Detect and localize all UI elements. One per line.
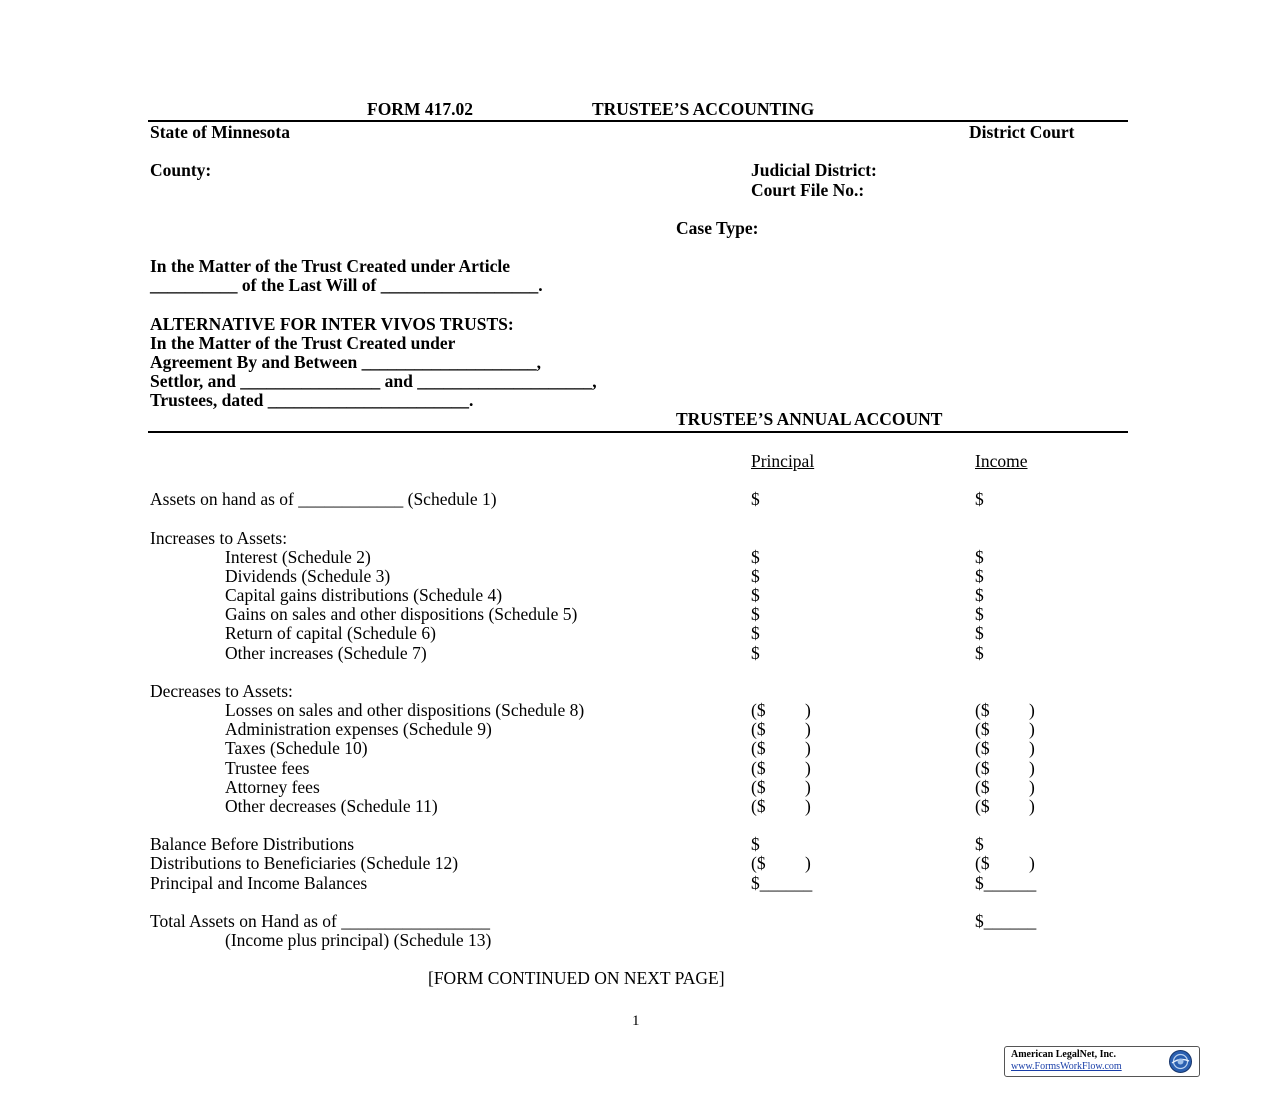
increase-item-label: Dividends (Schedule 3) — [225, 566, 391, 586]
decrease-item-income: ($ ) — [975, 719, 1035, 739]
increase-item-principal: $ — [751, 547, 760, 567]
increase-item-principal: $ — [751, 643, 760, 663]
balance-before-distributions-label: Balance Before Distributions — [150, 834, 355, 854]
assets-on-hand-principal: $ — [751, 489, 760, 509]
publisher-link[interactable]: www.FormsWorkFlow.com — [1011, 1061, 1122, 1072]
alternative-line-1: In the Matter of the Trust Created under — [150, 333, 456, 353]
decrease-item-principal: ($ ) — [751, 777, 811, 797]
decrease-item-label: Administration expenses (Schedule 9) — [225, 719, 492, 739]
decrease-item-principal: ($ ) — [751, 719, 811, 739]
alternative-line-3: Settlor, and ________________ and ____________________, — [150, 371, 597, 391]
principal-income-balances-income: $______ — [975, 873, 1037, 893]
balance-before-distributions-income: $ — [975, 834, 984, 854]
increase-item-income: $ — [975, 604, 984, 624]
decrease-item-label: Other decreases (Schedule 11) — [225, 796, 438, 816]
total-assets-income: $______ — [975, 911, 1037, 931]
assets-on-hand-label: Assets on hand as of ____________ (Schedule 1) — [150, 489, 497, 509]
total-assets-label: Total Assets on Hand as of _________________ — [150, 911, 491, 931]
form-title: TRUSTEE’S ACCOUNTING — [592, 99, 815, 119]
distributions-principal: ($ ) — [751, 853, 811, 873]
decrease-item-principal: ($ ) — [751, 738, 811, 758]
case-type-label: Case Type: — [676, 218, 759, 238]
increases-heading: Increases to Assets: — [150, 528, 288, 548]
county-label: County: — [150, 160, 212, 180]
form-number: FORM 417.02 — [367, 99, 473, 119]
state-label: State of Minnesota — [150, 122, 290, 142]
decrease-item-income: ($ ) — [975, 758, 1035, 778]
decrease-item-income: ($ ) — [975, 700, 1035, 720]
assets-on-hand-income: $ — [975, 489, 984, 509]
distributions-label: Distributions to Beneficiaries (Schedule 12) — [150, 853, 459, 873]
decrease-item-principal: ($ ) — [751, 700, 811, 720]
alternative-heading: ALTERNATIVE FOR INTER VIVOS TRUSTS: — [150, 314, 514, 334]
publisher-name: American LegalNet, Inc. — [1011, 1049, 1116, 1060]
page-number: 1 — [632, 1013, 640, 1029]
alternative-line-2: Agreement By and Between ____________________, — [150, 352, 541, 372]
increase-item-label: Other increases (Schedule 7) — [225, 643, 427, 663]
document-title: TRUSTEE’S ANNUAL ACCOUNT — [676, 409, 943, 429]
increase-item-label: Return of capital (Schedule 6) — [225, 623, 436, 643]
globe-logo-icon — [1168, 1049, 1193, 1074]
form-continued-note: [FORM CONTINUED ON NEXT PAGE] — [428, 968, 725, 988]
increase-item-income: $ — [975, 623, 984, 643]
increase-item-principal: $ — [751, 623, 760, 643]
decrease-item-label: Attorney fees — [225, 777, 320, 797]
decrease-item-income: ($ ) — [975, 796, 1035, 816]
increase-item-income: $ — [975, 547, 984, 567]
matter-line-1: In the Matter of the Trust Created under Article — [150, 256, 510, 276]
publisher-badge[interactable] — [1004, 1046, 1200, 1077]
distributions-income: ($ ) — [975, 853, 1035, 873]
decrease-item-principal: ($ ) — [751, 796, 811, 816]
title-rule — [148, 431, 1128, 433]
principal-column-header: Principal — [751, 451, 815, 471]
increase-item-principal: $ — [751, 604, 760, 624]
increase-item-income: $ — [975, 585, 984, 605]
increase-item-income: $ — [975, 566, 984, 586]
decrease-item-income: ($ ) — [975, 777, 1035, 797]
income-column-header: Income — [975, 451, 1028, 471]
balance-before-distributions-principal: $ — [751, 834, 760, 854]
increase-item-principal: $ — [751, 585, 760, 605]
decrease-item-label: Trustee fees — [225, 758, 310, 778]
decrease-item-income: ($ ) — [975, 738, 1035, 758]
increase-item-label: Capital gains distributions (Schedule 4) — [225, 585, 503, 605]
principal-income-balances-principal: $______ — [751, 873, 813, 893]
increase-item-principal: $ — [751, 566, 760, 586]
increase-item-label: Gains on sales and other dispositions (Schedule 5) — [225, 604, 578, 624]
decreases-heading: Decreases to Assets: — [150, 681, 293, 701]
decrease-item-label: Taxes (Schedule 10) — [225, 738, 368, 758]
increase-item-label: Interest (Schedule 2) — [225, 547, 371, 567]
court-file-no-label: Court File No.: — [751, 180, 865, 200]
matter-line-2: __________ of the Last Will of __________________. — [150, 275, 543, 295]
total-assets-sublabel: (Income plus principal) (Schedule 13) — [225, 930, 492, 950]
court-label: District Court — [969, 122, 1075, 142]
principal-income-balances-label: Principal and Income Balances — [150, 873, 368, 893]
increase-item-income: $ — [975, 643, 984, 663]
alternative-line-4: Trustees, dated _______________________. — [150, 390, 474, 410]
judicial-district-label: Judicial District: — [751, 160, 877, 180]
decrease-item-principal: ($ ) — [751, 758, 811, 778]
decrease-item-label: Losses on sales and other dispositions (Schedule 8) — [225, 700, 585, 720]
